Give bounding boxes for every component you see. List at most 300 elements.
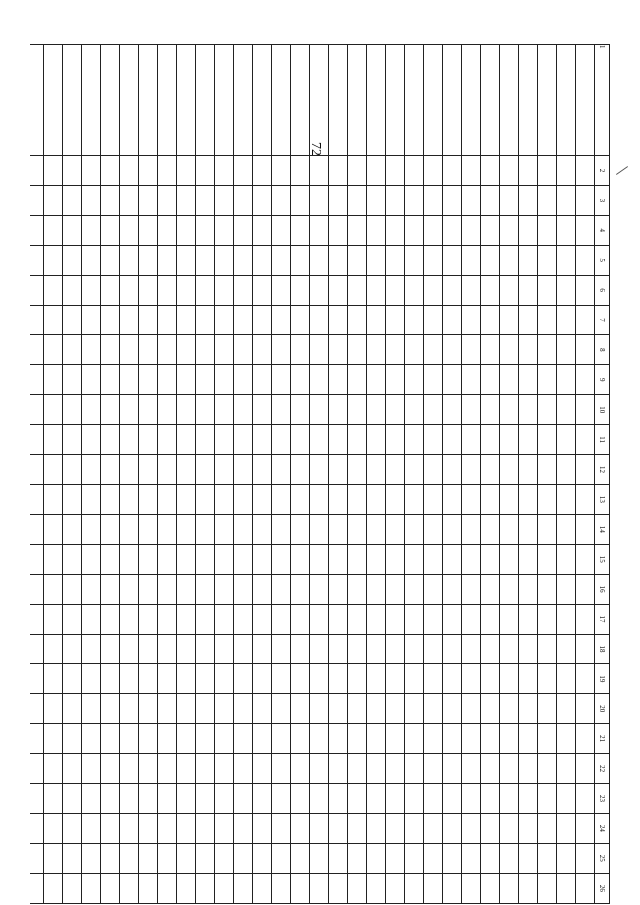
table-cell [462, 45, 481, 156]
table-cell [253, 724, 272, 754]
table-cell [30, 245, 44, 275]
table-cell [500, 574, 519, 604]
table-cell [538, 813, 557, 843]
table-cell [481, 514, 500, 544]
table-cell [158, 604, 177, 634]
table-cell [120, 873, 139, 903]
table-cell [196, 664, 215, 694]
table-cell [424, 634, 443, 664]
table-cell [253, 156, 272, 186]
table-cell [405, 694, 424, 724]
table-cell [481, 395, 500, 425]
table-cell [272, 843, 291, 873]
table-cell [234, 754, 253, 784]
table-cell [291, 694, 310, 724]
table-cell [538, 425, 557, 455]
table-cell [253, 275, 272, 305]
table-cell [196, 185, 215, 215]
table-cell [82, 634, 101, 664]
table-cell [538, 604, 557, 634]
table-cell [82, 604, 101, 634]
table-cell [158, 514, 177, 544]
table-cell [120, 185, 139, 215]
table-cell [462, 395, 481, 425]
table-cell [158, 45, 177, 156]
table-cell [44, 754, 63, 784]
table-cell [405, 873, 424, 903]
column-header: 25 [595, 843, 610, 873]
table-cell [329, 634, 348, 664]
table-cell [158, 484, 177, 514]
table-cell [443, 156, 462, 186]
table-cell [557, 634, 576, 664]
table-cell [215, 335, 234, 365]
table-cell [30, 395, 44, 425]
table-cell [386, 724, 405, 754]
table-cell [481, 335, 500, 365]
table-cell [462, 245, 481, 275]
table-cell [405, 185, 424, 215]
table-cell [30, 574, 44, 604]
table-cell [291, 843, 310, 873]
table-cell [101, 694, 120, 724]
table-cell [44, 275, 63, 305]
table-cell [30, 425, 44, 455]
table-cell [519, 215, 538, 245]
table-cell [519, 425, 538, 455]
table-cell [348, 335, 367, 365]
table-cell [329, 275, 348, 305]
table-cell [424, 395, 443, 425]
table-cell [120, 275, 139, 305]
table-cell [234, 215, 253, 245]
table-row [120, 45, 139, 904]
table-cell [481, 484, 500, 514]
table-cell [101, 185, 120, 215]
table-cell [424, 574, 443, 604]
table-cell [443, 813, 462, 843]
table-cell [481, 245, 500, 275]
table-cell [576, 574, 595, 604]
table-cell [386, 335, 405, 365]
table-cell [139, 275, 158, 305]
table-cell [367, 843, 386, 873]
table-cell [272, 664, 291, 694]
table-cell [519, 514, 538, 544]
table-cell [120, 395, 139, 425]
table-cell [82, 185, 101, 215]
table-cell [253, 873, 272, 903]
table-cell [120, 156, 139, 186]
table-cell [519, 754, 538, 784]
column-header: 13 [595, 484, 610, 514]
table-cell [215, 365, 234, 395]
table-cell [253, 484, 272, 514]
table-cell [386, 305, 405, 335]
table-cell [386, 784, 405, 814]
table-cell [101, 215, 120, 245]
table-cell [310, 634, 329, 664]
table-cell [44, 156, 63, 186]
table-cell [101, 574, 120, 604]
table-cell [310, 45, 329, 156]
table-cell [291, 455, 310, 485]
table-cell [443, 544, 462, 574]
table-cell [196, 45, 215, 156]
table-cell [557, 335, 576, 365]
column-header: 4 [595, 215, 610, 245]
table-cell [253, 45, 272, 156]
table-cell [576, 185, 595, 215]
table-cell [538, 544, 557, 574]
table-cell [139, 544, 158, 574]
table-cell [424, 185, 443, 215]
table-cell [310, 425, 329, 455]
table-cell [481, 544, 500, 574]
table-cell [348, 514, 367, 544]
table-cell [158, 754, 177, 784]
table-cell [310, 455, 329, 485]
table-cell [139, 45, 158, 156]
table-cell [310, 335, 329, 365]
table-cell [139, 335, 158, 365]
table-cell [158, 185, 177, 215]
table-cell [215, 395, 234, 425]
table-row [424, 45, 443, 904]
table-cell [576, 813, 595, 843]
table-cell [348, 185, 367, 215]
table-cell [500, 484, 519, 514]
table-cell [291, 365, 310, 395]
table-cell [329, 45, 348, 156]
table-cell [291, 873, 310, 903]
table-cell [557, 45, 576, 156]
table-cell [462, 365, 481, 395]
table-row [576, 45, 595, 904]
table-cell [196, 724, 215, 754]
table-cell [215, 843, 234, 873]
table-cell [557, 275, 576, 305]
table-cell [310, 484, 329, 514]
table-cell [481, 574, 500, 604]
table-cell [462, 694, 481, 724]
table-cell [234, 664, 253, 694]
table-cell [557, 514, 576, 544]
table-row [291, 45, 310, 904]
table-cell [30, 514, 44, 544]
column-header: 22 [595, 754, 610, 784]
table-cell [177, 694, 196, 724]
table-cell [348, 425, 367, 455]
table-cell [576, 694, 595, 724]
table-cell [329, 544, 348, 574]
table-cell [462, 275, 481, 305]
table-cell [215, 215, 234, 245]
table-cell [348, 156, 367, 186]
table-cell [63, 305, 82, 335]
table-row [481, 45, 500, 904]
table-cell [310, 215, 329, 245]
table-cell [405, 305, 424, 335]
table-cell [291, 425, 310, 455]
table-cell [272, 724, 291, 754]
column-header: 21 [595, 724, 610, 754]
table-cell [367, 784, 386, 814]
table-row [253, 45, 272, 904]
table-cell [215, 514, 234, 544]
table-cell [44, 724, 63, 754]
table-cell [291, 544, 310, 574]
table-cell [538, 335, 557, 365]
table-cell [538, 215, 557, 245]
column-header: 15 [595, 544, 610, 574]
table-cell [215, 754, 234, 784]
table-cell [310, 873, 329, 903]
table-cell [462, 634, 481, 664]
table-cell [348, 484, 367, 514]
table-cell [63, 215, 82, 245]
table-cell [424, 813, 443, 843]
scan-mark [616, 166, 628, 175]
table-cell [291, 604, 310, 634]
table-cell [139, 395, 158, 425]
table-cell [120, 514, 139, 544]
table-row [30, 45, 44, 904]
table-cell [234, 245, 253, 275]
table-cell [329, 335, 348, 365]
table-cell [462, 873, 481, 903]
table-row [158, 45, 177, 904]
table-cell [329, 514, 348, 544]
table-cell [158, 365, 177, 395]
table-cell [291, 724, 310, 754]
table-row [310, 45, 329, 904]
table-cell [177, 873, 196, 903]
table-cell [101, 544, 120, 574]
table-cell [386, 754, 405, 784]
table-cell [30, 813, 44, 843]
table-cell [405, 455, 424, 485]
table-cell [234, 335, 253, 365]
table-cell [101, 634, 120, 664]
table-cell [234, 514, 253, 544]
table-cell [538, 305, 557, 335]
table-cell [538, 45, 557, 156]
table-cell [177, 425, 196, 455]
table-cell [462, 484, 481, 514]
table-cell [196, 694, 215, 724]
table-cell [462, 425, 481, 455]
table-cell [272, 365, 291, 395]
table-cell [215, 724, 234, 754]
table-cell [519, 574, 538, 604]
table-cell [310, 604, 329, 634]
table-cell [63, 544, 82, 574]
table-cell [291, 664, 310, 694]
table-cell [386, 156, 405, 186]
table-cell [538, 484, 557, 514]
table-cell [139, 425, 158, 455]
table-cell [291, 754, 310, 784]
table-cell [63, 395, 82, 425]
table-cell [329, 185, 348, 215]
table-cell [310, 694, 329, 724]
table-cell [196, 395, 215, 425]
table-cell [196, 484, 215, 514]
table-cell [272, 754, 291, 784]
table-cell [82, 395, 101, 425]
table-cell [196, 634, 215, 664]
table-cell [462, 335, 481, 365]
table-cell [538, 784, 557, 814]
table-cell [177, 754, 196, 784]
table-cell [30, 275, 44, 305]
table-cell [538, 156, 557, 186]
table-cell [196, 455, 215, 485]
table-cell [234, 544, 253, 574]
table-cell [405, 45, 424, 156]
table-cell [443, 514, 462, 544]
table-cell [234, 275, 253, 305]
table-row [101, 45, 120, 904]
table-cell [329, 484, 348, 514]
table-cell [557, 664, 576, 694]
table-cell [82, 45, 101, 156]
table-cell [291, 574, 310, 604]
table-cell [120, 215, 139, 245]
table-cell [44, 245, 63, 275]
table-cell [329, 784, 348, 814]
table-cell [443, 365, 462, 395]
table-cell [329, 724, 348, 754]
table-cell [462, 754, 481, 784]
table-cell [386, 843, 405, 873]
table-cell [443, 395, 462, 425]
column-header: 7 [595, 305, 610, 335]
table-cell [158, 455, 177, 485]
table-row [519, 45, 538, 904]
table-cell [82, 843, 101, 873]
table-cell [82, 873, 101, 903]
table-cell [177, 185, 196, 215]
table-cell [139, 514, 158, 544]
table-cell [576, 544, 595, 574]
table-cell [196, 335, 215, 365]
table-row [234, 45, 253, 904]
table-cell [557, 604, 576, 634]
table-cell [44, 215, 63, 245]
table-cell [500, 425, 519, 455]
table-cell [443, 574, 462, 604]
table-cell [576, 664, 595, 694]
table-cell [481, 185, 500, 215]
table-cell [30, 156, 44, 186]
table-cell [348, 843, 367, 873]
table-cell [272, 514, 291, 544]
table-cell [44, 514, 63, 544]
table-cell [215, 873, 234, 903]
table-cell [443, 664, 462, 694]
column-header: 6 [595, 275, 610, 305]
table-cell [139, 784, 158, 814]
table-cell [538, 455, 557, 485]
table-cell [348, 813, 367, 843]
table-cell [386, 275, 405, 305]
table-cell [310, 275, 329, 305]
table-cell [386, 215, 405, 245]
table-cell [500, 724, 519, 754]
table-cell [348, 634, 367, 664]
table-cell [462, 185, 481, 215]
table-cell [82, 365, 101, 395]
table-cell [120, 365, 139, 395]
table-cell [310, 544, 329, 574]
table-cell [82, 694, 101, 724]
table-cell [234, 724, 253, 754]
table-cell [120, 843, 139, 873]
table-cell [30, 335, 44, 365]
table-cell [139, 365, 158, 395]
table-cell [481, 813, 500, 843]
table-cell [481, 45, 500, 156]
table-cell [272, 544, 291, 574]
table-cell [462, 215, 481, 245]
table-cell [234, 484, 253, 514]
table-cell [367, 455, 386, 485]
table-cell [367, 694, 386, 724]
table-cell [519, 185, 538, 215]
table-cell [405, 365, 424, 395]
table-cell [462, 305, 481, 335]
table-cell [386, 514, 405, 544]
table-cell [139, 754, 158, 784]
table-cell [557, 484, 576, 514]
table-cell [538, 754, 557, 784]
table-cell [310, 156, 329, 186]
table-cell [139, 156, 158, 186]
table-cell [272, 694, 291, 724]
table-cell [310, 724, 329, 754]
table-cell [576, 514, 595, 544]
table-cell [329, 574, 348, 604]
table-cell [63, 365, 82, 395]
table-cell [253, 365, 272, 395]
table-cell [367, 604, 386, 634]
table-cell [177, 275, 196, 305]
table-cell [272, 335, 291, 365]
table-cell [500, 335, 519, 365]
table-cell [139, 843, 158, 873]
table-cell [101, 156, 120, 186]
table-cell [101, 365, 120, 395]
table-cell [101, 754, 120, 784]
table-row [500, 45, 519, 904]
table-cell [557, 754, 576, 784]
table-cell [310, 365, 329, 395]
table-cell [177, 45, 196, 156]
table-cell [405, 514, 424, 544]
table-cell [348, 694, 367, 724]
table-row [272, 45, 291, 904]
table-cell [63, 185, 82, 215]
table-cell [576, 45, 595, 156]
table-cell [177, 514, 196, 544]
table-cell [348, 754, 367, 784]
table-cell [481, 664, 500, 694]
table-cell [443, 335, 462, 365]
table-cell [234, 305, 253, 335]
table-cell [348, 544, 367, 574]
